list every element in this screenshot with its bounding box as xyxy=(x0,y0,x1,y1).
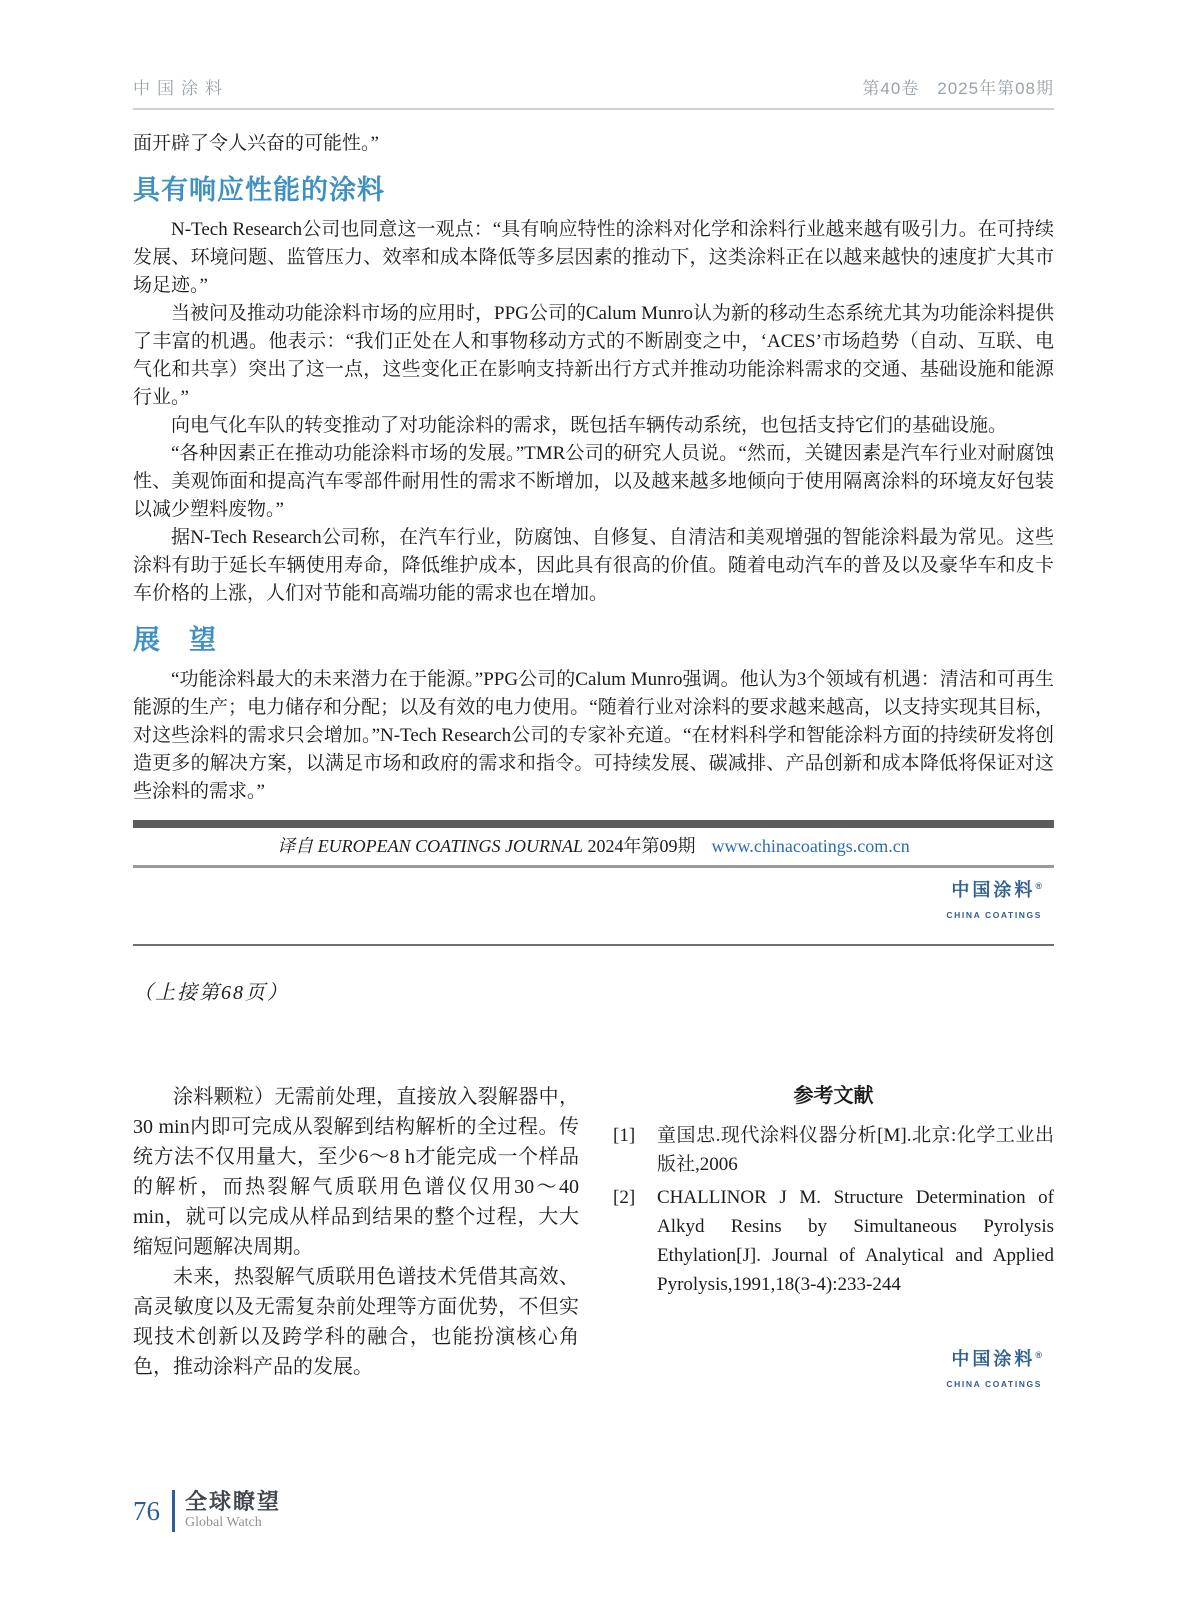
paragraph: 未来，热裂解气质联用色谱技术凭借其高效、高灵敏度以及无需复杂前处理等方面优势，不但实现技术创新以及跨学科的融合，也能扮演核心角色，推动涂料产品的发展。 xyxy=(133,1266,579,1378)
journal-name: 中国涂料 xyxy=(133,79,229,98)
logo-title-text: 中国涂料 xyxy=(951,880,1036,900)
page-number: 76 xyxy=(133,1495,160,1526)
volume-issue: 第40卷 2025年第08期 xyxy=(862,79,1054,98)
paragraph: “各种因素正在推动功能涂料市场的发展。”TMR公司的研究人员说。“然而，关键因素是汽车行业对耐腐蚀性、美观饰面和提高汽车零部件耐用性的需求不断增加，以及越来越多地倾向于使用隔离涂料的环境友好包装以减少塑料废物。” xyxy=(133,443,1054,520)
china-coatings-logo xyxy=(133,876,1054,929)
section-heading-outlook: 展 望 xyxy=(133,625,217,655)
references-title: 参考文献 xyxy=(793,1085,874,1107)
continued-article-column xyxy=(133,1082,579,1399)
section-name-en: Global Watch xyxy=(185,1515,262,1530)
page-header xyxy=(133,74,1054,110)
source-issue: 2024年第09期 xyxy=(583,836,696,856)
continuation-note: （上接第68页） xyxy=(133,982,289,1004)
running-head xyxy=(133,74,1054,99)
section-divider-rule xyxy=(133,944,1054,946)
main-article xyxy=(133,130,1054,929)
divider-bar-thin xyxy=(133,865,1054,868)
logo-subtitle: CHINA COATINGS xyxy=(946,910,1042,920)
logo-title xyxy=(133,876,1042,900)
page-footer xyxy=(133,1490,281,1532)
section-heading-responsive-coatings: 具有响应性能的涂料 xyxy=(133,175,385,205)
reference-item xyxy=(613,1121,1054,1179)
registered-mark-icon: ® xyxy=(1035,1350,1042,1360)
china-coatings-logo xyxy=(613,1345,1054,1399)
section-name-cn: 全球瞭望 xyxy=(185,1489,282,1514)
references-column xyxy=(613,1082,1054,1399)
reference-marker: [1] xyxy=(613,1125,636,1146)
source-journal-title: EUROPEAN COATINGS JOURNAL xyxy=(317,836,584,856)
logo-title-text: 中国涂料 xyxy=(951,1349,1036,1369)
bottom-two-column-area xyxy=(133,1082,1054,1399)
divider-bar-thick xyxy=(133,820,1054,828)
logo-title xyxy=(613,1345,1042,1369)
section-badge xyxy=(185,1490,281,1532)
paragraph: N-Tech Research公司也同意这一观点：“具有响应特性的涂料对化学和涂料行业越来越有吸引力。在可持续发展、环境问题、监管压力、效率和成本降低等多层因素的推动下，这类涂料正在以越来越快的速度扩大其市场足迹。” xyxy=(133,219,1054,296)
reference-item xyxy=(613,1183,1054,1299)
registered-mark-icon: ® xyxy=(1035,881,1042,891)
reference-text: 童国忠.现代涂料仪器分析[M].北京:化学工业出版社,2006 xyxy=(657,1125,1054,1175)
reference-text: CHALLINOR J M. Structure Determination of Alkyd Resins by Simultaneous Pyrolysis Ethylation[J]. Journal of Analytical and Applied Pyrolysis,1991,18(3-4):233-244 xyxy=(657,1187,1054,1295)
lead-continuation-line: 面开辟了令人兴奋的可能性。” xyxy=(133,133,379,154)
website-link[interactable]: www.chinacoatings.com.cn xyxy=(711,836,910,856)
source-attribution-line xyxy=(133,828,1054,865)
footer-divider-bar xyxy=(172,1490,175,1532)
source-prefix: 译自 xyxy=(277,836,318,856)
paragraph: 当被问及推动功能涂料市场的应用时，PPG公司的Calum Munro认为新的移动生态系统尤其为功能涂料提供了丰富的机遇。他表示：“我们正处在人和事物移动方式的不断剧变之中，‘ACES’市场趋势（自动、互联、电气化和共享）突出了这一点，这些变化正在影响支持新出行方式并推动功能涂料需求的交通、基础设施和能源行业。” xyxy=(133,303,1054,408)
logo-subtitle: CHINA COATINGS xyxy=(946,1379,1042,1389)
reference-marker: [2] xyxy=(613,1187,636,1208)
paragraph: 涂料颗粒）无需前处理，直接放入裂解器中，30 min内即可完成从裂解到结构解析的全过程。传统方法不仅用量大，至少6～8 h才能完成一个样品的解析，而热裂解气质联用色谱仪仅用30～40 min，就可以完成从样品到结果的整个过程，大大缩短问题解决周期。 xyxy=(133,1086,579,1258)
paragraph: “功能涂料最大的未来潜力在于能源。”PPG公司的Calum Munro强调。他认为3个领域有机遇：清洁和可再生能源的生产；电力储存和分配；以及有效的电力使用。“随着行业对涂料的要求越来越高，以支持实现其目标，对这些涂料的需求只会增加。”N-Tech Research公司的专家补充道。“在材料科学和智能涂料方面的持续研发将创造更多的解决方案，以满足市场和政府的需求和指令。可持续发展、碳减排、产品创新和成本降低将保证对这些涂料的需求。” xyxy=(133,669,1054,802)
source-block xyxy=(133,820,1054,929)
paragraph: 据N-Tech Research公司称，在汽车行业，防腐蚀、自修复、自清洁和美观增强的智能涂料最为常见。这些涂料有助于延长车辆使用寿命，降低维护成本，因此具有很高的价值。随着电动汽车的普及以及豪华车和皮卡车价格的上涨，人们对节能和高端功能的需求也在增加。 xyxy=(133,527,1054,604)
paragraph: 向电气化车队的转变推动了对功能涂料的需求，既包括车辆传动系统，也包括支持它们的基础设施。 xyxy=(171,415,1008,436)
